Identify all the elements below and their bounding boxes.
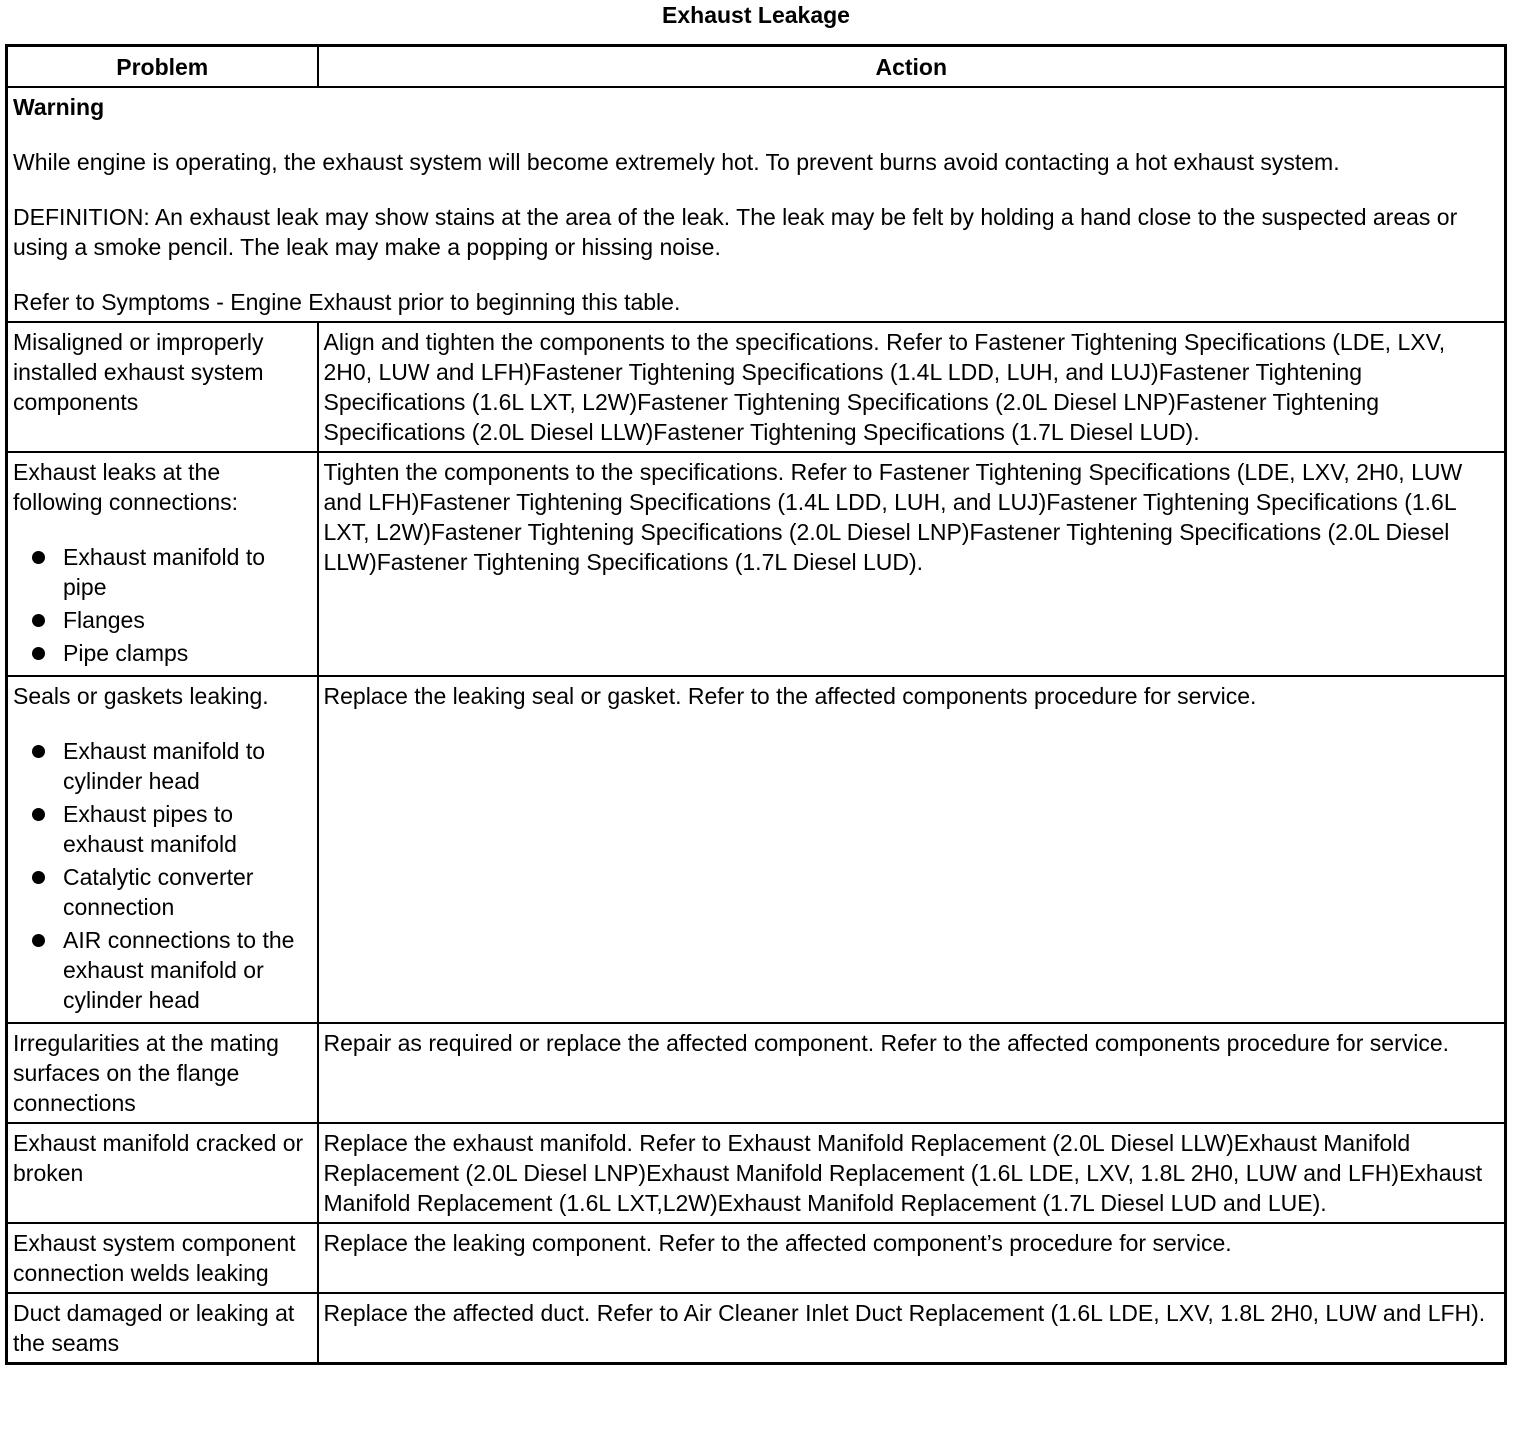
problem-cell bbox=[7, 1293, 318, 1364]
warning-row bbox=[7, 87, 1506, 322]
warning-cell bbox=[7, 87, 1506, 322]
list-item bbox=[13, 542, 312, 602]
problem-column-header: Problem bbox=[7, 46, 318, 88]
list-item bbox=[13, 736, 312, 796]
action-cell bbox=[318, 1293, 1506, 1364]
problem-text: Seals or gaskets leaking. bbox=[13, 683, 269, 709]
problem-text: Misaligned or improperly installed exhaust system components bbox=[13, 329, 264, 415]
bullet-icon bbox=[32, 614, 45, 627]
action-cell bbox=[318, 322, 1506, 452]
table-row bbox=[7, 676, 1506, 1023]
action-text: Repair as required or replace the affected component. Refer to the affected components procedure for service. bbox=[323, 1030, 1450, 1056]
bullet-icon bbox=[32, 745, 45, 758]
action-cell bbox=[318, 1223, 1506, 1293]
list-item-text: AIR connections to the exhaust manifold or cylinder head bbox=[63, 927, 295, 1013]
problem-cell bbox=[7, 452, 318, 676]
problem-cell bbox=[7, 1023, 318, 1123]
problem-cell bbox=[7, 1223, 318, 1293]
action-text: Replace the exhaust manifold. Refer to Exhaust Manifold Replacement (2.0L Diesel LLW)Exhaust Manifold Replacement (2.0L Diesel LNP)Exhaust Manifold Replacement (1.6L LDE, LXV, 1.8L 2H0, LUW and LFH)Exhaust Manifold Replacement (1.6L LXT,L2W)Exhaust Manifold Replacement (1.7L Diesel LUD and LUE). bbox=[323, 1130, 1483, 1216]
list-item-text: Exhaust manifold to cylinder head bbox=[63, 738, 266, 794]
action-text: Replace the leaking component. Refer to the affected component’s procedure for service. bbox=[323, 1230, 1232, 1256]
warning-heading: Warning bbox=[13, 94, 105, 120]
bullet-icon bbox=[32, 934, 45, 947]
header-row bbox=[7, 46, 1506, 88]
list-item bbox=[13, 862, 312, 922]
bullet-list bbox=[13, 736, 312, 1015]
problem-text: Exhaust system component connection welds leaking bbox=[13, 1230, 296, 1286]
bullet-icon bbox=[32, 871, 45, 884]
problem-text: Irregularities at the mating surfaces on the flange connections bbox=[13, 1030, 279, 1116]
action-cell bbox=[318, 452, 1506, 676]
list-item-text: Pipe clamps bbox=[63, 640, 189, 666]
definition-text: DEFINITION: An exhaust leak may show stains at the area of the leak. The leak may be felt by holding a hand close to the suspected areas or using a smoke pencil. The leak may make a popping or hissing noise. bbox=[13, 204, 1458, 260]
table-title: Exhaust Leakage bbox=[662, 2, 850, 28]
problem-cell bbox=[7, 322, 318, 452]
bullet-icon bbox=[32, 808, 45, 821]
action-column-header: Action bbox=[318, 46, 1506, 88]
list-item bbox=[13, 925, 312, 1015]
refer-text: Refer to Symptoms - Engine Exhaust prior to beginning this table. bbox=[13, 289, 681, 315]
table-row bbox=[7, 1023, 1506, 1123]
table-row bbox=[7, 1293, 1506, 1364]
problem-text: Exhaust manifold cracked or broken bbox=[13, 1130, 304, 1186]
table-row bbox=[7, 452, 1506, 676]
action-cell bbox=[318, 1123, 1506, 1223]
list-item-text: Exhaust manifold to pipe bbox=[63, 544, 266, 600]
list-item-text: Catalytic converter connection bbox=[63, 864, 254, 920]
table-row bbox=[7, 1223, 1506, 1293]
problem-text: Duct damaged or leaking at the seams bbox=[13, 1300, 295, 1356]
action-cell bbox=[318, 676, 1506, 1023]
action-cell bbox=[318, 1023, 1506, 1123]
action-text: Align and tighten the components to the specifications. Refer to Fastener Tightening Specifications (LDE, LXV, 2H0, LUW and LFH)Fastener Tightening Specifications (1.4L LDD, LUH, and LUJ)Fastener Tightening Specifications (1.6L LXT, L2W)Fastener Tightening Specifications (2.0L Diesel LNP)Fastener Tightening Specifications (2.0L Diesel LLW)Fastener Tightening Specifications (1.7L Diesel LUD). bbox=[323, 329, 1446, 445]
problem-cell bbox=[7, 676, 318, 1023]
bullet-icon bbox=[32, 647, 45, 660]
bullet-list bbox=[13, 542, 312, 668]
exhaust-leakage-table bbox=[5, 44, 1507, 1365]
list-item-text: Flanges bbox=[63, 607, 145, 633]
list-item-text: Exhaust pipes to exhaust manifold bbox=[63, 801, 237, 857]
list-item bbox=[13, 799, 312, 859]
list-item bbox=[13, 605, 312, 635]
table-row bbox=[7, 322, 1506, 452]
action-text: Replace the leaking seal or gasket. Refer to the affected components procedure for service. bbox=[323, 683, 1257, 709]
list-item bbox=[13, 638, 312, 668]
problem-text: Exhaust leaks at the following connections: bbox=[13, 459, 239, 515]
problem-cell bbox=[7, 1123, 318, 1223]
action-text: Replace the affected duct. Refer to Air Cleaner Inlet Duct Replacement (1.6L LDE, LXV, 1.8L 2H0, LUW and LFH). bbox=[323, 1300, 1486, 1326]
bullet-icon bbox=[32, 551, 45, 564]
action-text: Tighten the components to the specifications. Refer to Fastener Tightening Specifications (LDE, LXV, 2H0, LUW and LFH)Fastener Tightening Specifications (1.4L LDD, LUH, and LUJ)Fastener Tightening Specifications (1.6L LXT, L2W)Fastener Tightening Specifications (2.0L Diesel LNP)Fastener Tightening Specifications (2.0L Diesel LLW)Fastener Tightening Specifications (1.7L Diesel LUD). bbox=[323, 459, 1463, 575]
warning-text: While engine is operating, the exhaust system will become extremely hot. To prevent burns avoid contacting a hot exhaust system. bbox=[13, 149, 1340, 175]
table-row bbox=[7, 1123, 1506, 1223]
